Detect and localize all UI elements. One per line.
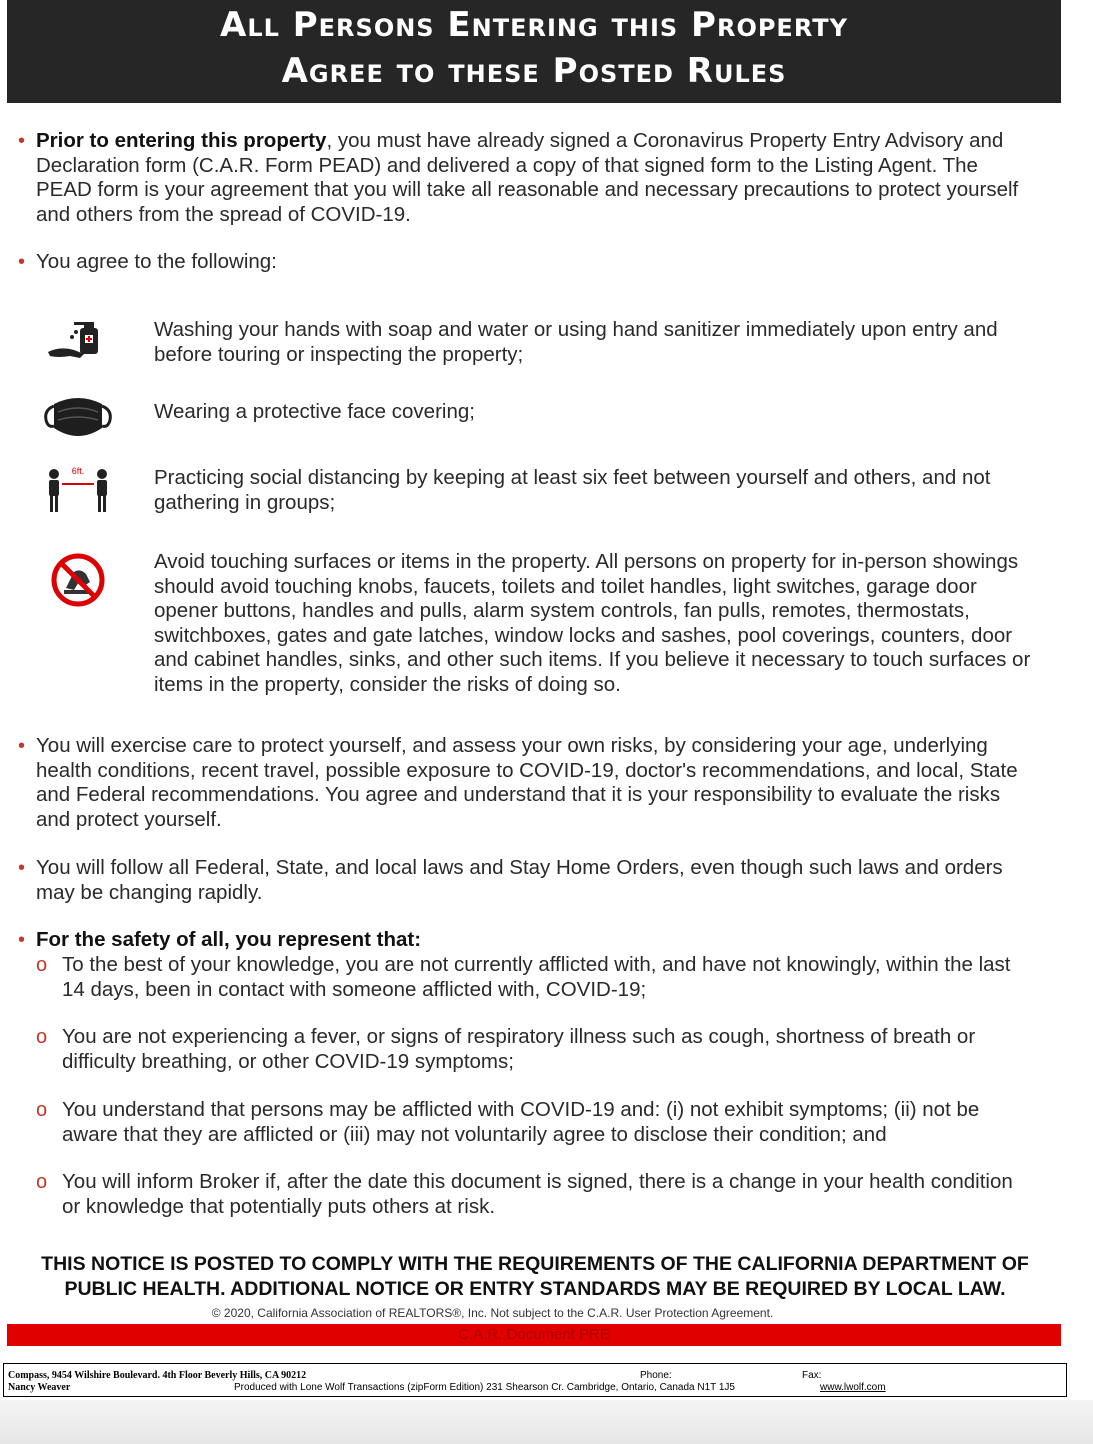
rule-text-handwashing: Washing your hands with soap and water or using hand sanitizer immediately upon entry and before touring or inspecting the property; bbox=[154, 318, 998, 366]
document-code: C.A.R. Document PRE bbox=[458, 1326, 610, 1343]
rule-text-avoid-touching: Avoid touching surfaces or items in the property. All persons on property for in-person showings should avoid touching knobs, faucets, toilets and toilet handles, light switches, garage door opener buttons, handles and pulls, alarm system controls, fan pulls, remotes, thermostats, switchboxes, gates and gate latches, window locks and sashes, pool coverings, counters, door and cabinet handles, sinks, and other such items. If you believe it necessary to touch surfaces or items in the property, consider the risks of doing so. bbox=[154, 550, 1031, 696]
footer-website-link[interactable]: www.lwolf.com bbox=[820, 1382, 886, 1393]
represent-item: To the best of your knowledge, you are not currently afflicted with, and have not knowingly, within the last 14 days, been in contact with someone afflicted with, COVID-19; bbox=[62, 953, 1011, 1001]
circle-bullet-icon: o bbox=[36, 1099, 48, 1121]
footer-box bbox=[3, 1363, 1067, 1397]
intro-bold: Prior to entering this property bbox=[36, 129, 327, 152]
notice-line-2: PUBLIC HEALTH. ADDITIONAL NOTICE OR ENTRY STANDARDS MAY BE REQUIRED BY LOCAL LAW. bbox=[64, 1278, 1006, 1300]
footer-agent: Nancy Weaver bbox=[8, 1382, 71, 1393]
rule-text-face-covering: Wearing a protective face covering; bbox=[154, 400, 475, 423]
social-distance-icon bbox=[40, 460, 116, 520]
copyright-text: © 2020, California Association of REALTORS®, Inc. Not subject to the C.A.R. User Protection Agreement. bbox=[211, 1306, 774, 1320]
agree-heading: You agree to the following: bbox=[36, 250, 277, 273]
face-mask-icon bbox=[40, 390, 116, 450]
footer-phone-label: Phone: bbox=[640, 1370, 672, 1381]
footer-produced: Produced with Lone Wolf Transactions (zipForm Edition) 231 Shearson Cr. Cambridge, Ontario, Canada N1T 1J5 bbox=[234, 1382, 735, 1393]
represent-heading: For the safety of all, you represent that: bbox=[36, 928, 422, 951]
bullet-icon: • bbox=[18, 130, 26, 152]
compliance-notice bbox=[30, 1252, 1040, 1302]
title-line-2: Agree to these Posted Rules bbox=[281, 51, 787, 91]
circle-bullet-icon: o bbox=[36, 1171, 48, 1193]
distance-label: 6ft. bbox=[71, 466, 85, 476]
no-touch-icon bbox=[40, 552, 116, 612]
circle-bullet-icon: o bbox=[36, 954, 48, 976]
intro-paragraph bbox=[36, 129, 1036, 227]
represent-item: You will inform Broker if, after the date this document is signed, there is a change in your health condition or knowledge that potentially puts others at risk. bbox=[62, 1170, 1013, 1218]
laws-paragraph: You will follow all Federal, State, and local laws and Stay Home Orders, even though such laws and orders may be changing rapidly. bbox=[36, 856, 1003, 904]
bullet-icon: • bbox=[18, 735, 26, 757]
represent-item: You understand that persons may be afflicted with COVID-19 and: (i) not exhibit symptoms; (ii) not be aware that they are afflicted or (iii) may not voluntarily agree to disclose their condition; and bbox=[62, 1098, 980, 1146]
care-paragraph: You will exercise care to protect yourself, and assess your own risks, by considering your age, underlying health conditions, recent travel, possible exposure to COVID-19, doctor's recommendations, and local, State and Federal recommendations. You agree and understand that it is your responsibility to evaluate the risks and protect yourself. bbox=[36, 734, 1018, 831]
represent-item: You are not experiencing a fever, or signs of respiratory illness such as cough, shortness of breath or difficulty breathing, or other COVID-19 symptoms; bbox=[62, 1025, 976, 1073]
footer-fax-label: Fax: bbox=[802, 1370, 822, 1381]
document-code-bar bbox=[7, 1324, 1061, 1346]
bullet-icon: • bbox=[18, 251, 26, 273]
notice-line-1: THIS NOTICE IS POSTED TO COMPLY WITH THE REQUIREMENTS OF THE CALIFORNIA DEPARTMENT OF bbox=[41, 1253, 1029, 1275]
bullet-icon: • bbox=[18, 929, 26, 951]
bullet-icon: • bbox=[18, 857, 26, 879]
title-banner bbox=[7, 0, 1061, 103]
hand-sanitizer-icon bbox=[40, 318, 116, 378]
intro-text: , you must have already signed a Coronavirus Property Entry Advisory and Declaration form (C.A.R. Form PEAD) and delivered a copy of that signed form to the Listing Agent. The PEAD form is your agreement that you will take all reasonable and necessary precautions to protect yourself and others from the spread of COVID-19. bbox=[36, 129, 1019, 226]
title-line-1: All Persons Entering this Property bbox=[220, 5, 848, 45]
bottom-margin bbox=[0, 1400, 1093, 1444]
footer-company: Compass, 9454 Wilshire Boulevard. 4th Floor Beverly Hills, CA 90212 bbox=[8, 1370, 307, 1381]
rule-text-social-distancing: Practicing social distancing by keeping at least six feet between yourself and others, and not gathering in groups; bbox=[154, 466, 991, 514]
circle-bullet-icon: o bbox=[36, 1026, 48, 1048]
